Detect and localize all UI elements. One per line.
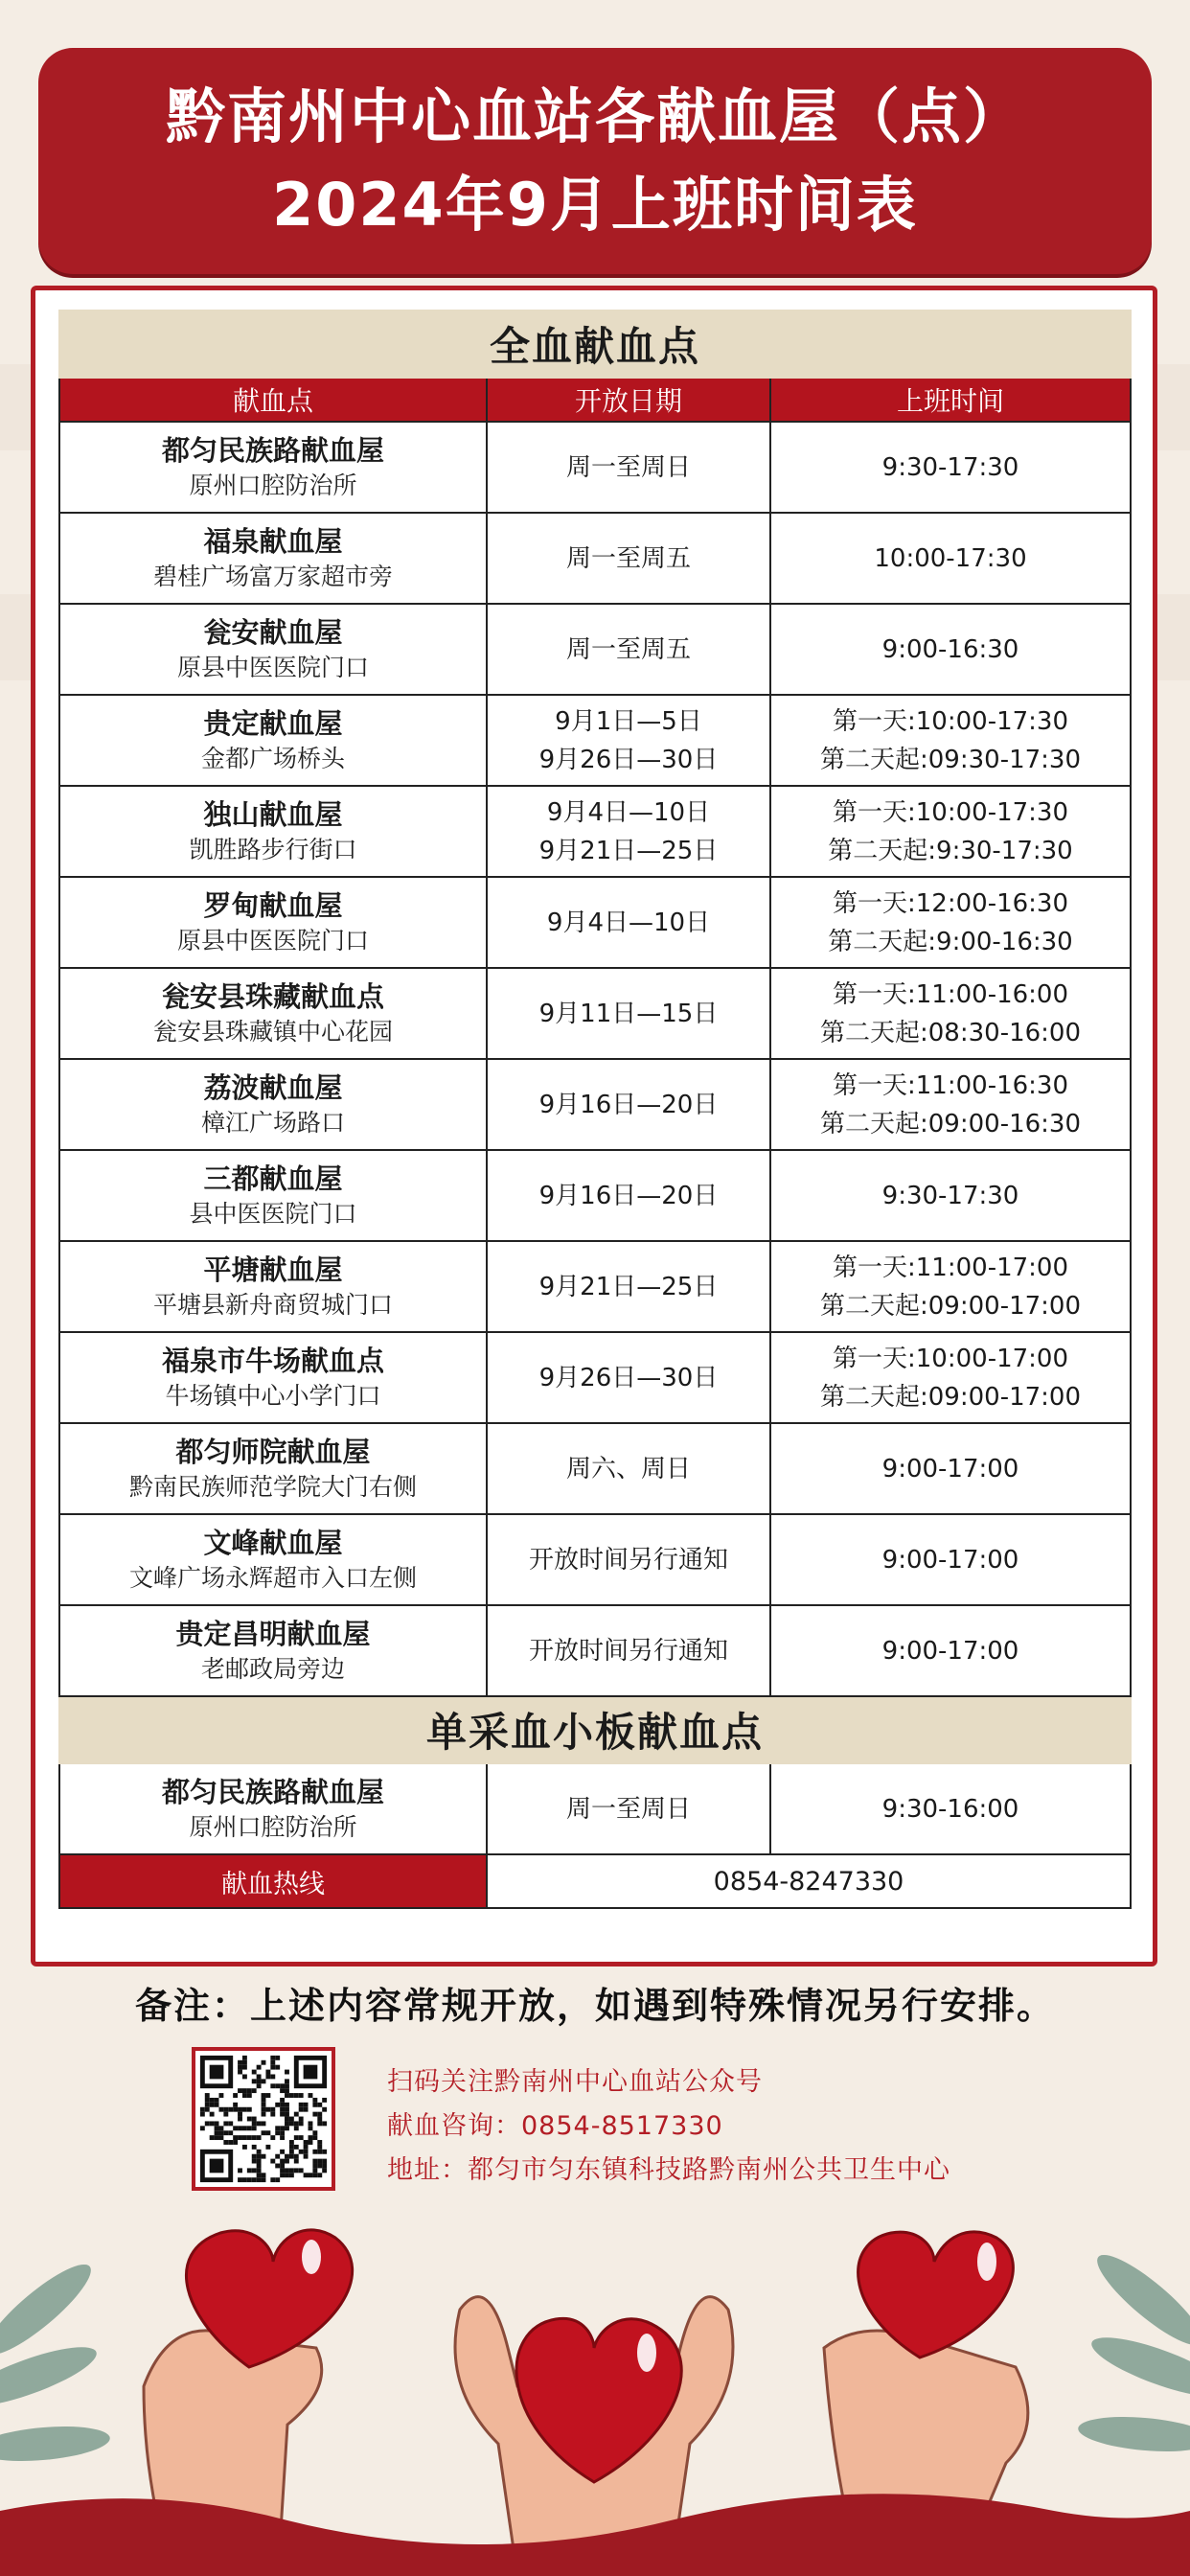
work-hours: 第二天起:09:00-17:00 (820, 1291, 1081, 1321)
table-row (59, 1763, 1131, 1854)
dates-cell (487, 1514, 770, 1605)
table-row (59, 1514, 1131, 1605)
location-address: 县中医医院门口 (189, 1199, 357, 1228)
location-name: 独山献血屋 (203, 797, 343, 831)
work-hours: 9:00-17:00 (881, 1454, 1019, 1484)
dates-cell (487, 1605, 770, 1696)
location-address: 文峰广场永辉超市入口左侧 (128, 1563, 417, 1592)
work-hours: 第一天:10:00-17:00 (833, 1344, 1068, 1373)
table-row (59, 877, 1131, 968)
table-row (59, 695, 1131, 786)
work-hours: 第二天起:09:00-17:00 (820, 1382, 1081, 1412)
open-date: 9月26日—30日 (538, 745, 719, 774)
dates-cell (487, 604, 770, 695)
section-title-whole-blood: 全血献血点 (59, 310, 1131, 378)
dates-cell (487, 1763, 770, 1854)
dates-cell (487, 1332, 770, 1423)
location-name: 瓮安县珠藏献血点 (161, 979, 384, 1013)
location-cell (59, 1059, 487, 1150)
location-address: 黔南民族师范学院大门右侧 (128, 1472, 417, 1501)
open-date: 周一至周五 (565, 634, 691, 664)
location-name: 荔波献血屋 (203, 1070, 343, 1104)
hours-cell (770, 1150, 1131, 1241)
hours-cell (770, 1059, 1131, 1150)
consult-phone: 献血咨询：0854-8517330 (387, 2111, 723, 2141)
open-date: 9月16日—20日 (538, 1090, 719, 1119)
location-address: 牛场镇中心小学门口 (165, 1381, 381, 1410)
location-cell (59, 1332, 487, 1423)
work-hours: 9:00-16:30 (881, 634, 1019, 664)
work-hours: 第一天:12:00-16:30 (833, 888, 1068, 918)
location-name: 文峰献血屋 (203, 1526, 343, 1559)
work-hours: 9:00-17:00 (881, 1545, 1019, 1575)
hours-cell (770, 877, 1131, 968)
open-date: 9月21日—25日 (538, 836, 719, 865)
location-name: 平塘献血屋 (203, 1253, 343, 1286)
table-row (59, 604, 1131, 695)
work-hours: 第一天:10:00-17:30 (833, 706, 1068, 736)
follow-text: 扫码关注黔南州中心血站公众号 (387, 2067, 763, 2097)
location-cell (59, 513, 487, 604)
hotline-label: 献血热线 (59, 1854, 487, 1908)
remark-note: 备注：上述内容常规开放，如遇到特殊情况另行安排。 (134, 1985, 1055, 2027)
table-row (59, 1605, 1131, 1696)
open-date: 周六、周日 (565, 1454, 691, 1484)
open-date: 周一至周五 (565, 543, 691, 573)
location-cell (59, 877, 487, 968)
table-row (59, 513, 1131, 604)
location-address: 平塘县新舟商贸城门口 (152, 1290, 393, 1319)
table-row (59, 1241, 1131, 1332)
location-address: 碧桂广场富万家超市旁 (152, 562, 393, 590)
hotline-number: 0854-8247330 (487, 1854, 1131, 1908)
open-date: 周一至周日 (565, 1794, 691, 1824)
column-header-location: 献血点 (59, 378, 487, 422)
location-cell (59, 1514, 487, 1605)
table-row (59, 1150, 1131, 1241)
work-hours: 9:00-17:00 (881, 1636, 1019, 1666)
address-text: 地址：都匀市匀东镇科技路黔南州公共卫生中心 (387, 2155, 950, 2185)
table-row (59, 422, 1131, 513)
location-cell (59, 1150, 487, 1241)
open-date: 9月16日—20日 (538, 1181, 719, 1210)
open-date: 9月4日—10日 (546, 797, 711, 827)
location-name: 贵定昌明献血屋 (175, 1617, 371, 1650)
page-title-line2: 2024年9月上班时间表 (272, 170, 918, 240)
location-cell (59, 1605, 487, 1696)
open-date: 9月26日—30日 (538, 1363, 719, 1392)
work-hours: 第二天起:9:30-17:30 (828, 836, 1073, 865)
location-cell (59, 1423, 487, 1514)
schedule-table (58, 310, 1132, 1909)
location-name: 都匀师院献血屋 (175, 1435, 371, 1468)
location-name: 贵定献血屋 (203, 706, 343, 740)
work-hours: 第一天:11:00-16:00 (833, 979, 1068, 1009)
column-header-dates: 开放日期 (487, 378, 770, 422)
hours-cell (770, 968, 1131, 1059)
location-name: 三都献血屋 (203, 1162, 343, 1195)
work-hours: 第二天起:09:00-16:30 (820, 1109, 1081, 1138)
work-hours: 10:00-17:30 (874, 543, 1027, 573)
open-date: 9月1日—5日 (555, 706, 702, 736)
location-address: 原县中医医院门口 (176, 653, 369, 681)
location-address: 原州口腔防治所 (189, 1812, 357, 1841)
location-name: 都匀民族路献血屋 (161, 1775, 384, 1808)
location-cell (59, 968, 487, 1059)
hours-cell (770, 1514, 1131, 1605)
location-cell (59, 695, 487, 786)
work-hours: 9:30-16:00 (881, 1794, 1019, 1824)
location-address: 老邮政局旁边 (200, 1654, 345, 1683)
dates-cell (487, 1150, 770, 1241)
table-row (59, 968, 1131, 1059)
location-address: 凯胜路步行街口 (189, 835, 357, 863)
location-address: 原州口腔防治所 (189, 471, 357, 499)
hours-cell (770, 1423, 1131, 1514)
title-banner (38, 48, 1152, 274)
location-address: 原县中医医院门口 (176, 926, 369, 954)
open-date: 开放时间另行通知 (528, 1545, 728, 1575)
table-row (59, 786, 1131, 877)
location-address: 樟江广场路口 (200, 1108, 345, 1137)
location-cell (59, 604, 487, 695)
location-cell (59, 422, 487, 513)
hours-cell (770, 695, 1131, 786)
hours-cell (770, 604, 1131, 695)
hours-cell (770, 786, 1131, 877)
dates-cell (487, 1241, 770, 1332)
open-date: 9月4日—10日 (546, 908, 711, 937)
dates-cell (487, 1423, 770, 1514)
schedule-frame (31, 286, 1157, 1966)
dates-cell (487, 1059, 770, 1150)
location-name: 福泉市牛场献血点 (161, 1344, 384, 1377)
hours-cell (770, 1763, 1131, 1854)
open-date: 9月11日—15日 (538, 999, 719, 1028)
work-hours: 第一天:10:00-17:30 (833, 797, 1068, 827)
location-cell (59, 1763, 487, 1854)
hours-cell (770, 1605, 1131, 1696)
location-cell (59, 786, 487, 877)
dates-cell (487, 786, 770, 877)
contact-info (387, 2060, 950, 2193)
table-row (59, 1059, 1131, 1150)
work-hours: 第二天起:09:30-17:30 (820, 745, 1081, 774)
hours-cell (770, 1241, 1131, 1332)
table-row (59, 1332, 1131, 1423)
work-hours: 第一天:11:00-17:00 (833, 1253, 1068, 1282)
location-name: 福泉献血屋 (203, 524, 343, 558)
column-header-hours: 上班时间 (770, 378, 1131, 422)
dates-cell (487, 513, 770, 604)
location-address: 金都广场桥头 (200, 744, 345, 772)
dates-cell (487, 422, 770, 513)
section-title-platelet: 单采血小板献血点 (59, 1696, 1131, 1763)
work-hours: 第一天:11:00-16:30 (833, 1070, 1068, 1100)
work-hours: 第二天起:08:30-16:00 (820, 1018, 1081, 1047)
work-hours: 第二天起:9:00-16:30 (828, 927, 1073, 956)
hands-hearts-illustration (0, 2195, 1190, 2576)
open-date: 9月21日—25日 (538, 1272, 719, 1301)
location-name: 都匀民族路献血屋 (161, 433, 384, 467)
open-date: 开放时间另行通知 (528, 1636, 728, 1666)
work-hours: 9:30-17:30 (881, 1181, 1019, 1210)
dates-cell (487, 695, 770, 786)
location-name: 罗甸献血屋 (203, 888, 343, 922)
page-title-line1: 黔南州中心血站各献血屋（点） (165, 81, 1024, 151)
location-address: 瓮安县珠藏镇中心花园 (152, 1017, 393, 1046)
table-row (59, 1423, 1131, 1514)
hours-cell (770, 1332, 1131, 1423)
hours-cell (770, 422, 1131, 513)
location-name: 瓮安献血屋 (203, 615, 343, 649)
qr-code-icon[interactable] (192, 2047, 335, 2191)
dates-cell (487, 968, 770, 1059)
work-hours: 9:30-17:30 (881, 452, 1019, 482)
location-cell (59, 1241, 487, 1332)
open-date: 周一至周日 (565, 452, 691, 482)
hours-cell (770, 513, 1131, 604)
dates-cell (487, 877, 770, 968)
